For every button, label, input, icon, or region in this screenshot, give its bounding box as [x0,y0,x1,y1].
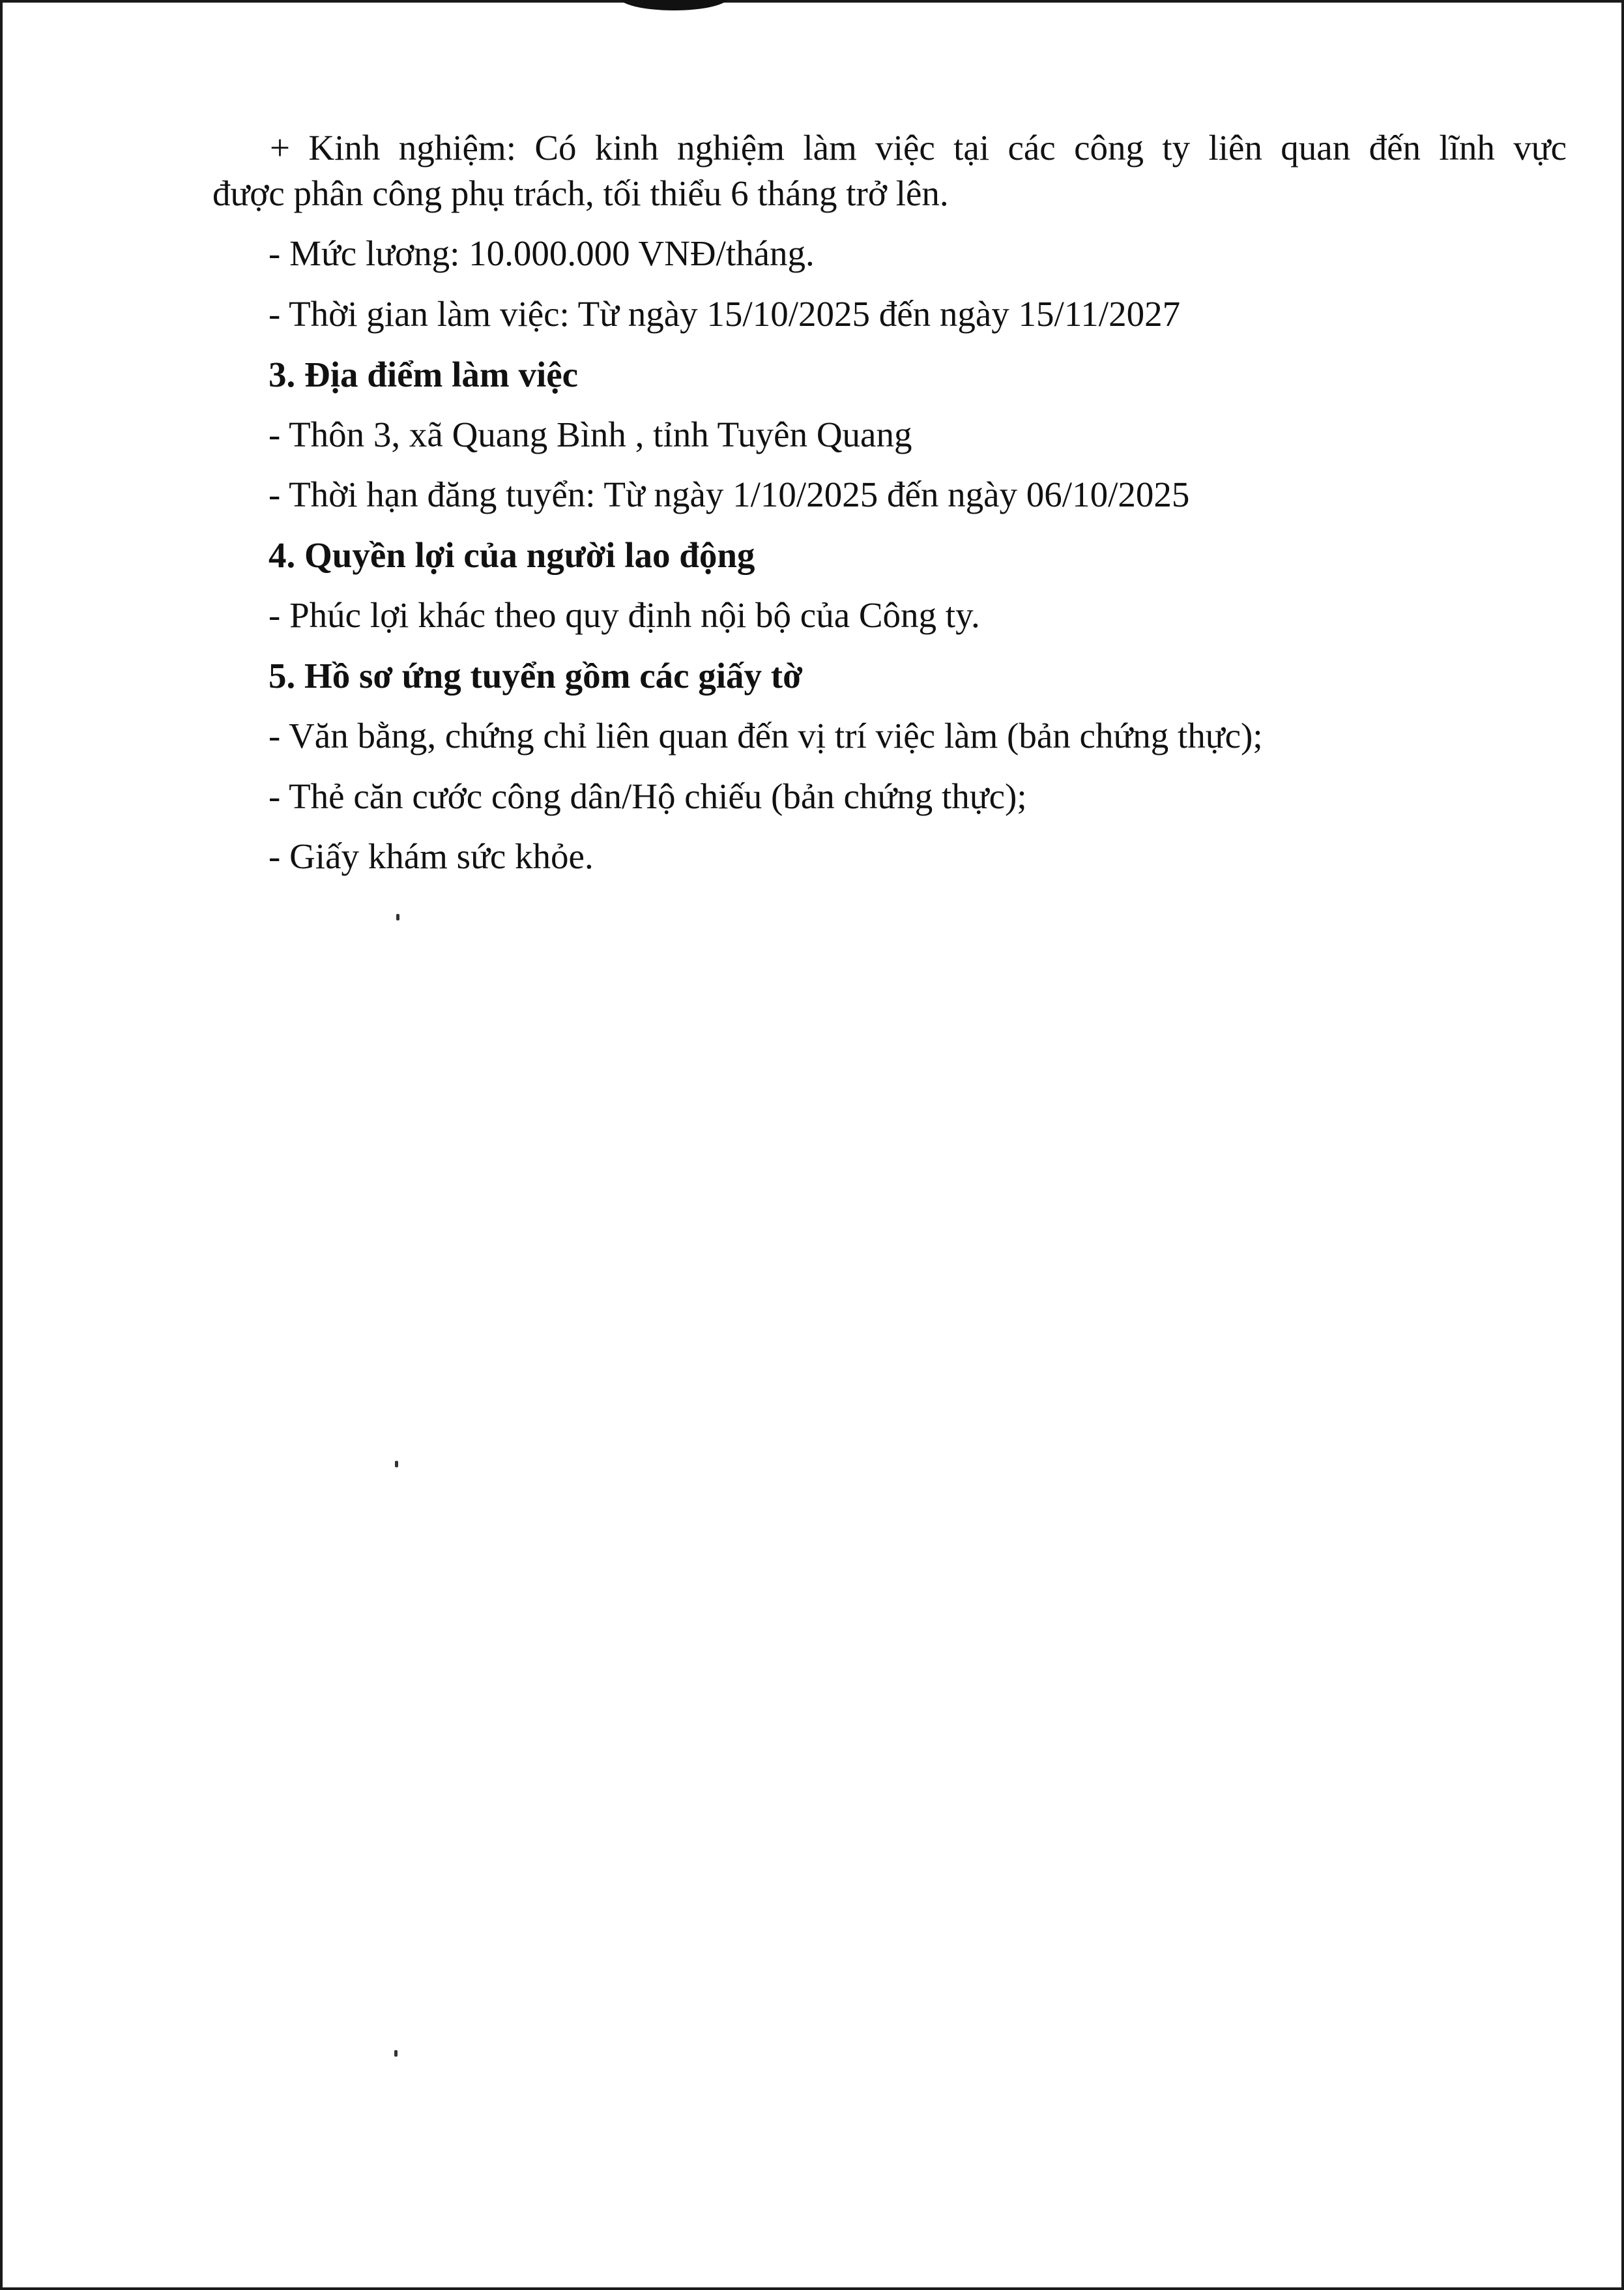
scan-speck [394,2050,398,2057]
section-4-heading: 4. Quyền lợi của người lao động [268,535,755,575]
section-5-item-diploma: - Văn bằng, chứng chỉ liên quan đến vị trí việc làm (bản chứng thực); [268,716,1263,756]
salary-line: - Mức lương: 10.000.000 VNĐ/tháng. [268,233,815,273]
work-period-line: - Thời gian làm việc: Từ ngày 15/10/2025 đến ngày 15/11/2027 [268,294,1181,334]
scan-speck [396,914,399,920]
scan-speck [395,1461,398,1467]
experience-line-2: được phân công phụ trách, tối thiểu 6 tháng trở lên. [212,173,949,213]
section-5-item-health: - Giấy khám sức khỏe. [268,836,594,876]
section-5-item-id-card: - Thẻ căn cước công dân/Hộ chiếu (bản chứng thực); [268,776,1027,816]
section-3-item-deadline: - Thời hạn đăng tuyển: Từ ngày 1/10/2025 đến ngày 06/10/2025 [268,475,1190,514]
section-4-item-benefits: - Phúc lợi khác theo quy định nội bộ của Công ty. [268,595,980,635]
section-3-item-location: - Thôn 3, xã Quang Bình , tỉnh Tuyên Quang [268,415,912,454]
section-5-heading: 5. Hồ sơ ứng tuyển gồm các giấy tờ [268,656,803,696]
experience-line-1: + Kinh nghiệm: Có kinh nghiệm làm việc tại các công ty liên quan đến lĩnh vực [270,128,1567,168]
scan-artifact-mark [618,0,729,10]
section-3-heading: 3. Địa điểm làm việc [268,355,579,394]
